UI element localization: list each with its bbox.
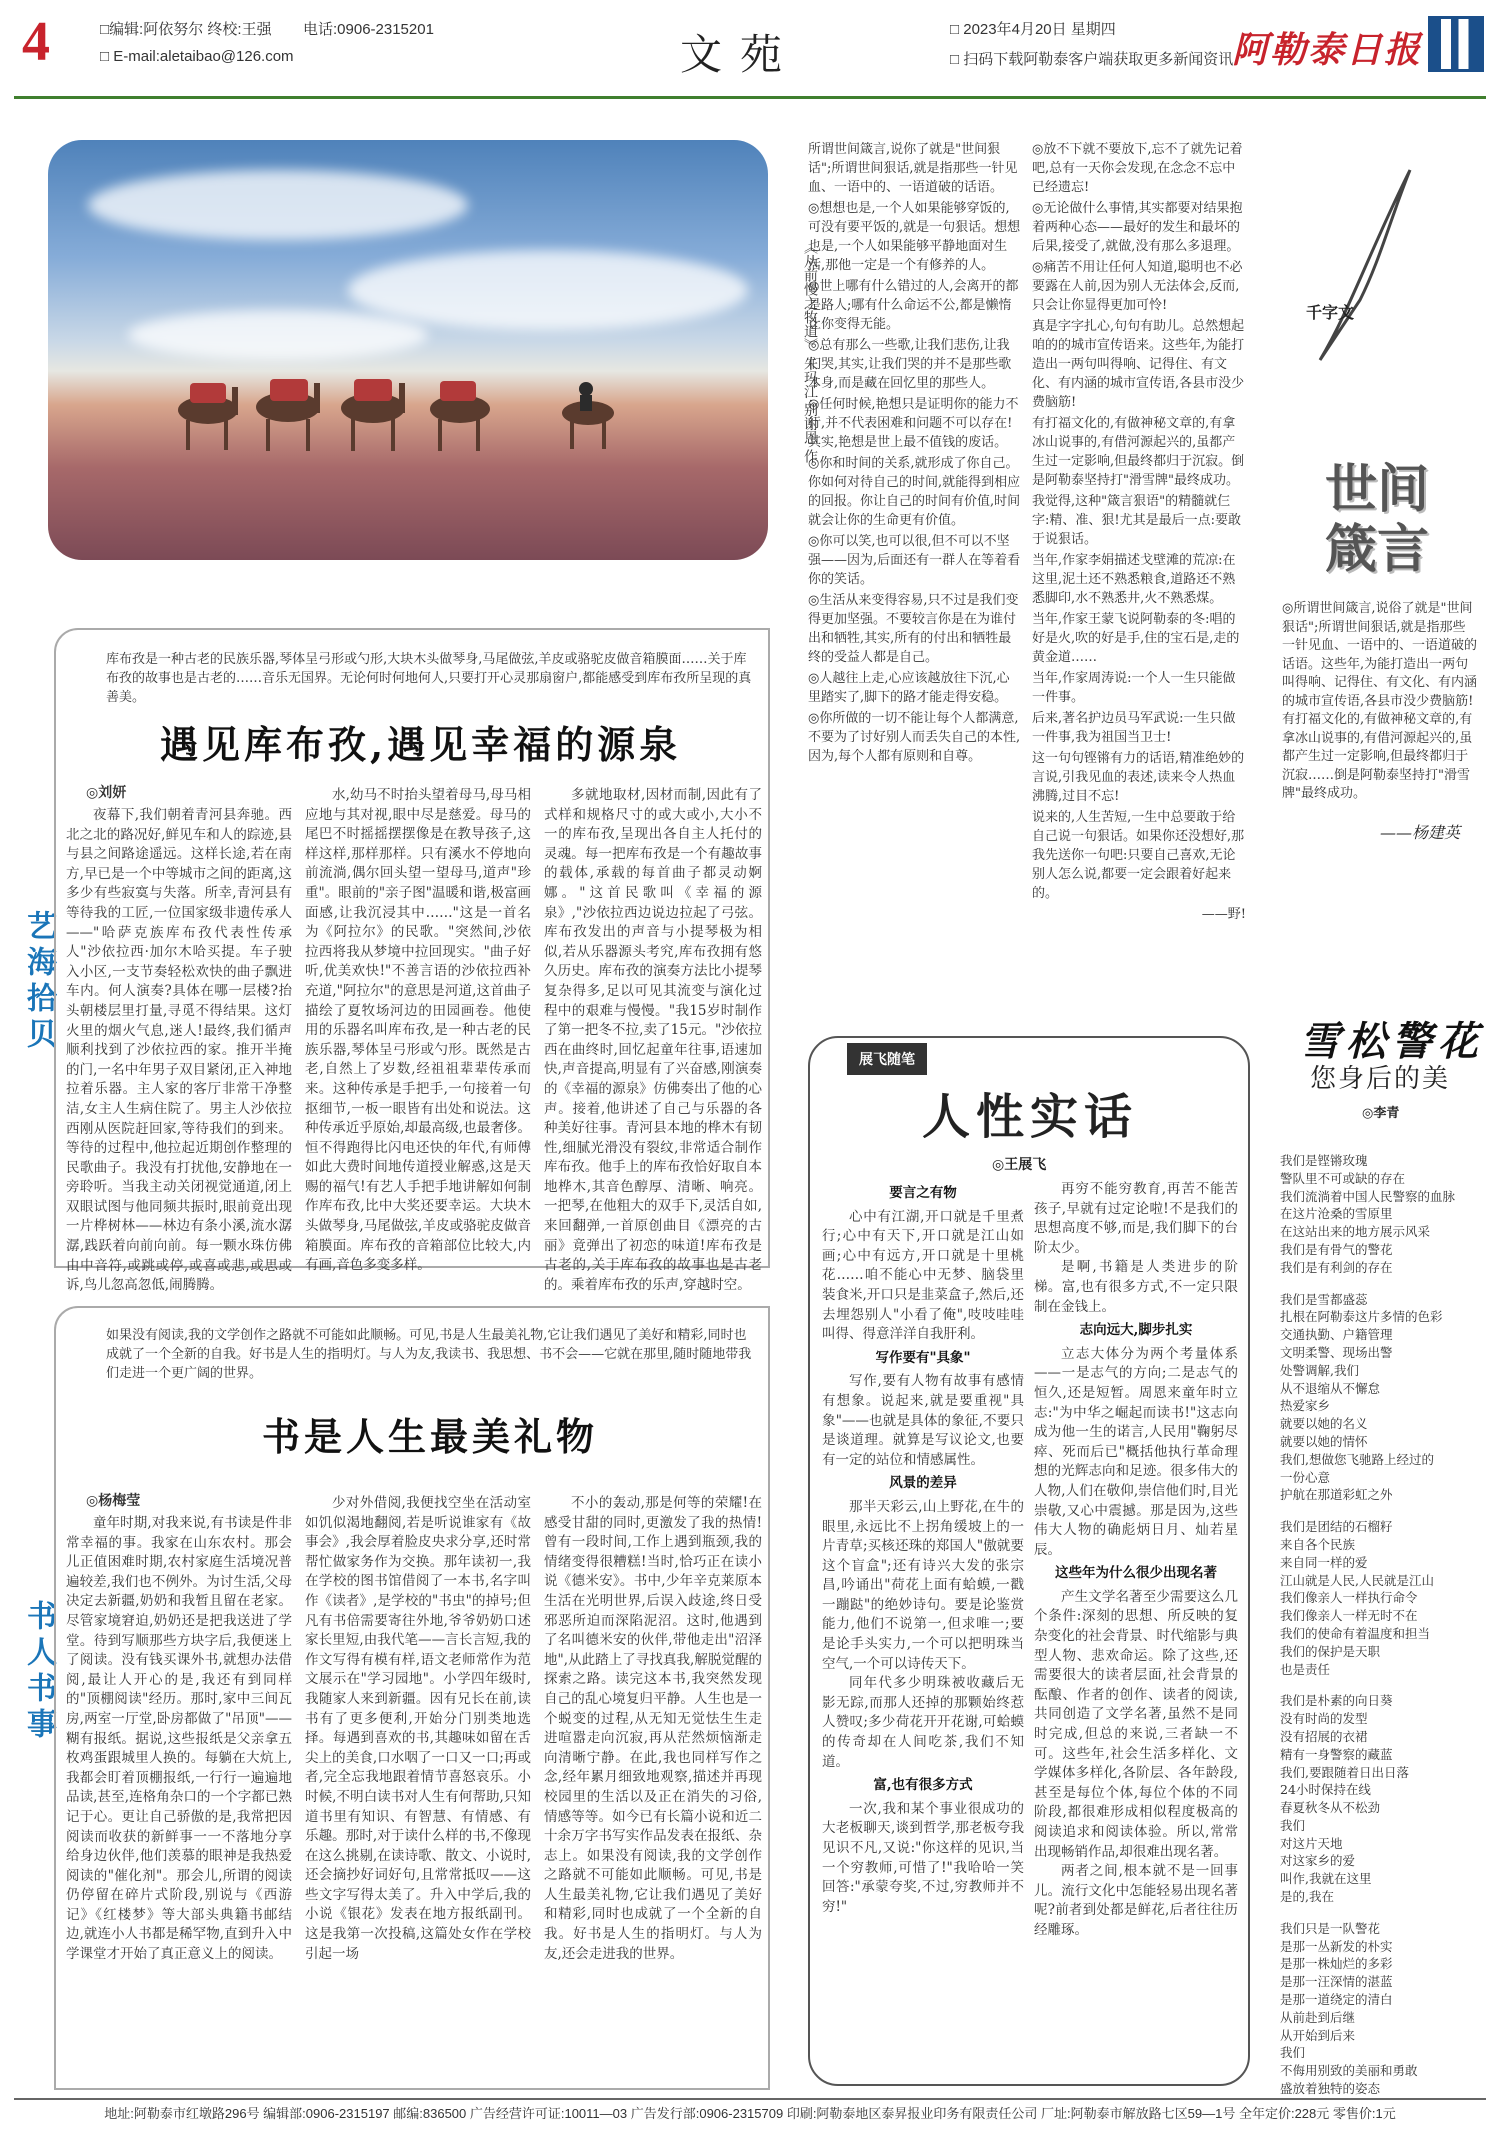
qr-code-icon[interactable] [1428, 16, 1484, 72]
sidebar-mark: 千字文 [1306, 303, 1355, 322]
email-line: □ E-mail:aletaibao@126.com [100, 48, 294, 65]
masthead [0, 0, 1500, 100]
phone-line: 电话:0906-2315201 [303, 21, 434, 38]
page-number: 4 [22, 11, 50, 73]
header-rule [14, 96, 1486, 99]
date-line: □ 2023年4月20日 星期四 [950, 21, 1116, 38]
article1-title: 遇见库布孜,遇见幸福的源泉 [160, 722, 682, 767]
article1-col3: 多就地取材,因材而制,因此有了式样和规格尺寸的或大或小,大小不一的库布孜,呈现出各自主人托付的灵魂。每一把库布孜是一个有趣故事的载体,承载的每首曲子都灵动婀娜。"这首民歌叫《幸福的源泉》,"沙依拉西边说边拉起了弓弦。库布孜发出的声音与小提琴极为相似,若从乐器源头考究,库布孜拥有悠久历史。库布孜的演奏方法比小提琴复杂得多,足以可见其流变与演化过程中的艰难与慢慢。"我15岁时制作了第一把冬不拉,卖了15元。"沙依拉西在曲终时,回忆起童年往事,语速加快,声音提高,明显有了兴奋感,刚演奏的《幸福的源泉》仿佛奏出了他的心声。接着,他讲述了自己与乐器的各种美好往事。青河县本地的桦木有韧性,细腻光滑没有裂纹,非常适合制作库布孜。他手上的库布孜恰好取自本地桦木,其音色醇厚、清晰、响亮。一把琴,在他粗大的双手下,灵活自如,来回翻弹,一首原创曲目《漂亮的古丽》竟弹出了初恋的味道!库布孜是古老的,关于库布孜的故事也是古老的。乘着库布孜的乐声,穿越时空。 [544, 787, 762, 1293]
footer-rule [14, 2098, 1486, 2100]
sidebar-text: ◎所谓世间箴言,说俗了就是"世间狠话";所谓世间狠话,就是指那些一针见血、一语中的、一语道破的话语。这些年,为能打造出一两句叫得响、记得住、有文化、有内涵的城市宣传语,各县市没少费脑筋!有打福文化的,有做神秘文章的,有拿冰山说事的,有借河源起兴的,虽都产生过一定影响,但最终都归于沉寂……倒是阿勒泰坚持打"滑雪牌"最终成功。 [1282, 601, 1478, 801]
article2-title: 书是人生最美礼物 [262, 1414, 599, 1459]
article1-col2: 水,幼马不时抬头望着母马,母马相应地与其对视,眼中尽是慈爱。母马的尾巴不时摇摇摆摆像是在教导孩子,这样这样,那样那样。只有溪水不停地向前流淌,偶尔回头望一望母马,道声"珍重"。眼前的"亲子图"温暖和谐,极富画面感,让我沉浸其中……"这是一首名为《阿拉尔》的民歌。"突然间,沙依拉西将我从梦境中拉回现实。"曲子好听,优美欢快!"不善言语的沙依拉西补充道,"阿拉尔"的意思是河道,这首曲子描绘了夏牧场河边的田园画卷。他使用的乐器名叫库布孜,是一种古老的民族乐器,琴体呈弓形或勺形。既然是古老,自然上了岁数,经祖祖辈辈传承而来。这种传承是手把手,一句接着一句抠细节,一板一眼皆有出处和说法。这种传承近乎原始,却最高级,也最奢侈。恒不得跑得比闪电还快的年代,有师傅如此大费时间地传道授业解惑,这是天赐的福气!有艺人手把手地讲解如何制作库布孜,比中大奖还要幸运。大块木头做琴身,马尾做弦,羊皮或骆驼皮做音箱膜面。库布孜的音箱部位比较大,内有画,音色多变多样。 [305, 787, 531, 1274]
article2-col3: 不小的轰动,那是何等的荣耀!在感受甘甜的同时,更激发了我的热情!曾有一段时间,工作上遇到瓶颈,我的情绪变得很糟糕!当时,恰巧正在读小说《德米安》。书中,少年辛克莱原本生活在光明世界,后误入歧途,终日受邪恶所迫而深陷泥沼。这时,他遇到了名叫德米安的伙伴,带他走出"沼泽地",从此踏上了寻找真我,解脱觉醒的探索之路。读完这本书,我突然发现自己的乱心境复归平静。人生也是一个蜕变的过程,从无知无觉怯生生走进喧嚣走向沉寂,再从茫然烦恼渐走向清晰宁静。在此,我也同样写作之念,经年累月细致地观察,描述并再现校园里的生活以及正在消失的习俗,情感等等。如今已有长篇小说和近二十余万字书写实作品发表在报纸、杂志上。如果没有阅读,我的文学创作之路就不可能如此顺畅。可见,书是人生最美礼物,它让我们遇见了美好和精彩,同时也成就了一个全新的自我。好书是人生的指明灯。与人为友,还会走进我的世界。 [544, 1495, 762, 1962]
article1-col1: 夜幕下,我们朝着青河县奔驰。西北之北的路况好,鲜见车和人的踪迹,县与县之间路途遥远。这样长途,若在南方,早已是一个中等城市之间的距离,这多少有些寂寞与失落。所幸,青河县有等待我的工匠,一位国家级非遗传承人——"哈萨克族库布孜代表性传承人"沙依拉西·加尔木哈买提。车子驶入小区,一支节奏轻松欢快的曲子飘进车内。何人演奏?具体在哪一层楼?抬头朝楼层里打量,寻觅不得结果。这灯火里的烟火气息,迷人!最终,我们循声顺利找到了沙依拉西的家。推开半掩的门,一名中年男子双目紧闭,正入神地拉着乐器。主人家的客厅非常干净整洁,女主人生病住院了。男主人沙依拉西刚从医院赶回家,等待我们的到来。等待的过程中,他拉起近期创作整理的民歌曲子。我没有打扰他,安静地在一旁聆听。当我主动关闭视觉通道,闭上双眼试图与他同频共振时,眼前竟出现一片桦树林——林边有条小溪,流水潺潺,践跃着向前向前。每一颗水珠仿佛由中音符,或跳或停,或喜或悲,或思或诉,鸟儿忽高忽低,闹腾腾。 [66, 807, 292, 1294]
poem-body: 我们是铿锵玫瑰 警队里不可或缺的存在 我们流淌着中国人民警察的血脉 在这片沧桑的雪原里 在这站出来的地方展示风采 我们是有骨气的警花 我们是有利剑的存在 我们是雪都盛蕊 扎根在阿勒泰这片多情的色彩 交通执勤、户籍管理 文明柔警、现场出警 处警调解,我们 从不退缩从不懈怠 热爱家乡 就要以她的名义 就要以她的情怀 我们,想做您飞驰路上经过的 一份心意 护航在那道彩虹之外 我们是团结的石榴籽 来自各个民族 来自同一样的爱 江山就是人民,人民就是江山 我们像亲人一样执行命令 我们像亲人一样无时不在 我们的使命有着温度和担当 我们的保护是天职 也是责任 我们是朴素的向日葵 没有时尚的发型 没有招展的衣裙 精有一身警察的藏蓝 我们,要跟随着日出日落 24小时保持在线 春夏秋冬从不松劲 我们 对这片天地 对这家乡的爱 叫作,我就在这里 是的,我在 我们只是一队警花 是那一丛新发的朴实 是那一株灿烂的多彩 是那一汪深情的湛蓝 是那一道绕定的清白 从前赴到后继 从开始到后来 我们 不侮用别致的美丽和勇敢 盛放着独特的姿态 [1280, 1153, 1456, 2097]
cover-painting [48, 140, 768, 560]
poem-subtitle: 您身后的美 [1310, 1064, 1451, 1094]
side-label-books: 书人书事 [21, 1600, 56, 1744]
sayings-col2: ◎放不下就不要放下,忘不了就先记着吧,总有一天你会发现,在念念不忘中已经遗忘! ◎无论做什么事情,其实都要对结果抱着两种心态——最好的发生和最坏的后果,接受了,就做,没有那么多退理。 ◎痛苦不用让任何人知道,聪明也不必要露在人前,因为别人无法体会,反而,只会让你显得更加可怜! 真是字字扎心,句句有助儿。总然想起咱的的城市宣传语来。这些年,为能打造出一两句叫得响、记得住、有文化、有内涵的城市宣传语,各县市没少费脑筋! 有打福文化的,有做神秘文章的,有拿冰山说事的,有借河源起兴的,虽都产生过一定影响,但最终都归于沉寂。倒是阿勒泰坚持打"滑雪牌"最终成功。 我觉得,这种"箴言狠语"的精髓就仨字:精、准、狠!尤其是最后一点:要敢于说狠话。 当年,作家李娟描述戈壁滩的荒凉:在这里,泥土还不熟悉粮食,道路还不熟悉脚印,水不熟悉井,火不熟悉煤。 当年,作家王蒙飞说阿勒泰的冬:唱的好是火,吹的好是手,住的宝石是,走的黄金道…… 当年,作家周涛说:一个人一生只能做一件事。 后来,著名护边员马军武说:一生只做一件事,我为祖国当卫士! 这一句句铿锵有力的话语,精准绝妙的言说,引我见血的表述,读来令人热血沸腾,过目不忘! 说来的,人生苦短,一生中总要敢于给自己说一句狠话。如果你还没想好,那我先送你一句吧:只要自己喜欢,无论别人怎么说,都要一定会跟着好起来的。 ——野! [1032, 142, 1246, 922]
article1-author: ◎刘妍 [86, 785, 127, 801]
poem-title: 雪松警花 [1300, 1018, 1484, 1065]
article2-author: ◎杨梅莹 [86, 1493, 141, 1509]
section-title: 文苑 [680, 30, 801, 79]
side-label-art: 艺海拾贝 [21, 910, 56, 1054]
footer-imprint: 地址:阿勒泰市红墩路296号 编辑部:0906-2315197 邮编:836500 广告经营许可证:10011—03 广告发行部:0906-2315709 印刷:阿勒泰地区泰昇报业印务有限责任公司 厂址:阿勒泰市解放路七区59—1号 全年定价:228元 零售价:1元 [104, 2106, 1396, 2121]
article1-lead: 库布孜是一种古老的民族乐器,琴体呈弓形或勺形,大块木头做琴身,马尾做弦,羊皮或骆驼皮做音箱膜面……关于库布孜的故事也是古老的……音乐无国界。无论何时何地何人,只要打开心灵那扇窗户,都能感受到库布孜所呈现的真善美。 [106, 652, 752, 705]
essay-author: ◎王展飞 [992, 1157, 1047, 1173]
sayings-col1: 所谓世间箴言,说你了就是"世间狠话";所谓世间狠话,就是指那些一针见血、一语中的、一语道破的话语。 ◎想想也是,一个人如果能够穿饭的,可没有要平饭的,就是一句狠话。想想也是,一个人如果能够平静地面对生活,那他一定是一个有修养的人。 ◎世上哪有什么错过的人,会离开的都是路人;哪有什么命运不公,都是懒惰让你变得无能。 ◎总有那么一些歌,让我们悲伤,让我们哭,其实,让我们哭的并不是那些歌本身,而是藏在回忆里的那些人。 ◎任何时候,艳想只是证明你的能力不行,并不代表困难和问题不可以存在!其实,艳想是世上最不值钱的废话。 ◎你和时间的关系,就形成了你自己。你如何对待自己的时间,就能得到相应的回报。你让自己的时间有价值,时间就会让你的生命更有价值。 ◎你可以笑,也可以很,但不可以不坚强——因为,后面还有一群人在等着看你的笑话。 ◎生活从来变得容易,只不过是我们变得更加坚强。不要较言你是在为谁付出和牺牲,其实,所有的付出和牺牲最终的受益人都是自己。 ◎人越往上走,心应该越放往下沉,心里踏实了,脚下的路才能走得安稳。 ◎你所做的一切不能让每个人都满意,不要为了讨好别人而丢失自己的本性,因为,每个人都有原则和自尊。 [808, 142, 1021, 764]
poem-author: ◎李青 [1362, 1106, 1400, 1121]
sayings-brush-title: 世间箴言 [1324, 459, 1429, 580]
cover-caption: 《从前慢之牧道》 朱玛江·别谢恩 作 [802, 240, 818, 464]
sidebar-signature: ——杨建英 [1380, 823, 1461, 842]
camel-caravan-icon [168, 365, 688, 455]
editor-line: □编辑:阿依努尔 终校:王强 [100, 21, 272, 38]
scan-note: □ 扫码下载阿勒泰客户端获取更多新闻资讯 [950, 51, 1234, 68]
article2-col1: 童年时期,对我来说,有书读是件非常幸福的事。我家在山东农村。那会儿正值困难时期,农村家庭生活境况普遍较差,我们也不例外。为讨生活,父母决定去新疆,奶奶和我暂且留在老家。尽管家境窘迫,奶奶还是把我送进了学堂。待到写顺那些方块字后,我便迷上了阅读。没有钱买课外书,就想办法借阅,最让人开心的是,我还有到同样的"顶棚阅读"经历。那时,家中三间瓦房,两室一厅堂,卧房都做了"吊顶"——糊有报纸。据说,这些报纸是父亲拿五枚鸡蛋跟城里人换的。每躺在大炕上,我都会盯着顶棚报纸,一行行一遍遍地品读,甚至,连格角杂口的一个字都已熟记于心。更让自己骄傲的是,我常把因阅读而收获的新鲜事一一不落地分享给身边伙伴,他们羡慕的眼神是我热爱阅读的"催化剂"。那会儿,所谓的阅读仍停留在碎片式阶段,别说与《西游记》《红楼梦》等大部头典籍书邮结边,就连小人书都是稀罕物,直到升入中学课堂才开始了真正意义上的阅读。 [66, 1515, 292, 1963]
essay-tag: 展飞随笔 [847, 1043, 927, 1075]
article2-lead: 如果没有阅读,我的文学创作之路就不可能如此顺畅。可见,书是人生最美礼物,它让我们遇见了美好和精彩,同时也成就了一个全新的自我。好书是人生的指明灯。与人为友,我读书、我思想、书不会——它就在那里,随时随地带我们走进一个更广阔的世界。 [106, 1328, 752, 1381]
quill-icon [1300, 160, 1420, 370]
essay-col1: 要言之有物 心中有江湖,开口就是千里煮行;心中有天下,开口就是江山如画;心中有远方,开口就是十里桃花……咱不能心中无梦、脑袋里装食米,开口只是韭菜盒子,然后,还去埋怨别人"小看了俺",吱吱哇哇叫得、得意洋洋自我肝利。 写作要有"具象" 写作,要有人物有故事有感情有想象。说起来,就是要重视"具象"——也就是具体的象征,不要只是谈道理。就算是写议论文,也要有一定的站位和情感属性。 风景的差异 那半天彩云,山上野花,在牛的眼里,永远比不上拐角缓坡上的一片青草;买核还珠的郑国人"傲就要这个盲盒";还有诗兴大发的张宗昌,吟诵出"荷花上面有蛤蟆,一戳一蹦跶"的绝妙诗句。要是论鉴赏能力,他们不说第一,但求唯一;要是论手头实力,一个可以把明珠当空气,一个可以诗传天下。 同年代多少明珠被收藏后无影无踪,而那人还掉的那颗始终惹人赞叹;多少荷花开开花谢,可蛤蟆的传奇却在人间吃茶,我们不知道。 富,也有很多方式 一次,我和某个事业很成功的大老板聊天,谈到哲学,那老板夸我见识不凡,又说:"你这样的见识,当一个穷教师,可惜了!"我哈哈一笑回答:"承蒙夸奖,不过,穷教师并不穷!" [822, 1185, 1024, 1915]
article2-col2: 少对外借阅,我便找空坐在活动室如饥似渴地翻阅,若是听说谁家有《故事会》,我会厚着脸皮央求分享,还时常帮忙做家务作为交换。那年读初一,我在学校的图书馆借阅了一本书,名字叫作《读者》,是学校的"书虫"的掉号;但凡有书倍需要寄往外地,爷爷奶奶口述家长里短,由我代笔——言长言短,我的作文写得有模有样,语文老师常作为范文展示在"学习园地"。小学四年级时,我随家人来到新疆。因有兄长在前,读书有了更多便利,开始分门别类地选择。每遇到喜欢的书,其趣味如留在舌尖上的美食,口水咽了一口又一口;再或者,完全忘我地跟着情节喜怒哀乐。小时候,不明白读书对人生有何帮助,只知道书里有知识、有智慧、有情感、有乐趣。那时,对于读什么样的书,不像现在这么挑剔,在读诗歌、散文、小说时,还会摘抄好词好句,且常常抵叹——这些文字写得太美了。升入中学后,我的小说《银花》发表在地方报纸副刊。这是我第一次投稿,这篇处女作在学校引起一场 [305, 1495, 531, 1962]
essay-col2: 再穷不能穷教育,再苦不能苦孩子,早就有过定论啦!不是我们的思想高度不够,而是,我们脚下的台阶太少。 是啊,书籍是人类进步的阶梯。富,也有很多方式,不一定只限制在金钱上。 志向远大,脚步扎实 立志大体分为两个考量体系——一是志气的方向;二是志气的恒久,还是短暂。周恩来童年时立志:"为中华之崛起而读书!"这志向成为他一生的诺言,人民用"鞠躬尽瘁、死而后已"概括他执行革命理想的光辉志向和足迹。很多伟大的人物,人们在敬仰,崇信他们时,目光崇敬,又心中震撼。那是因为,这些伟大人物的确彪炳日月、灿若星辰。 这些年为什么很少出现名著 产生文学名著至少需要这么几个条件:深刻的思想、所反映的复杂变化的社会背景、时代缩影与典型人物、悲欢命运。除了这些,还需要很大的读者层面,社会背景的酝酿、作者的创作、读者的阅读,共同创造了文学名著,虽然不是同时完成,但总的来说,三者缺一不可。这些年,社会生活多样化、文学媒体多样化,各阶层、各年龄段,甚至是每位个体,每位个体的不同阶段,都很难形成相似程度极高的阅读追求和阅读体验。所以,常常出现畅销作品,却很难出现名著。 两者之间,根本就不是一回事儿。流行文化中怎能轻易出现名著呢?前者到处都是鲜花,后者往往历经雕琢。 [1034, 1181, 1238, 1938]
paper-name: 阿勒泰日报 [1232, 29, 1423, 71]
essay-title: 人性实话 [922, 1089, 1139, 1145]
